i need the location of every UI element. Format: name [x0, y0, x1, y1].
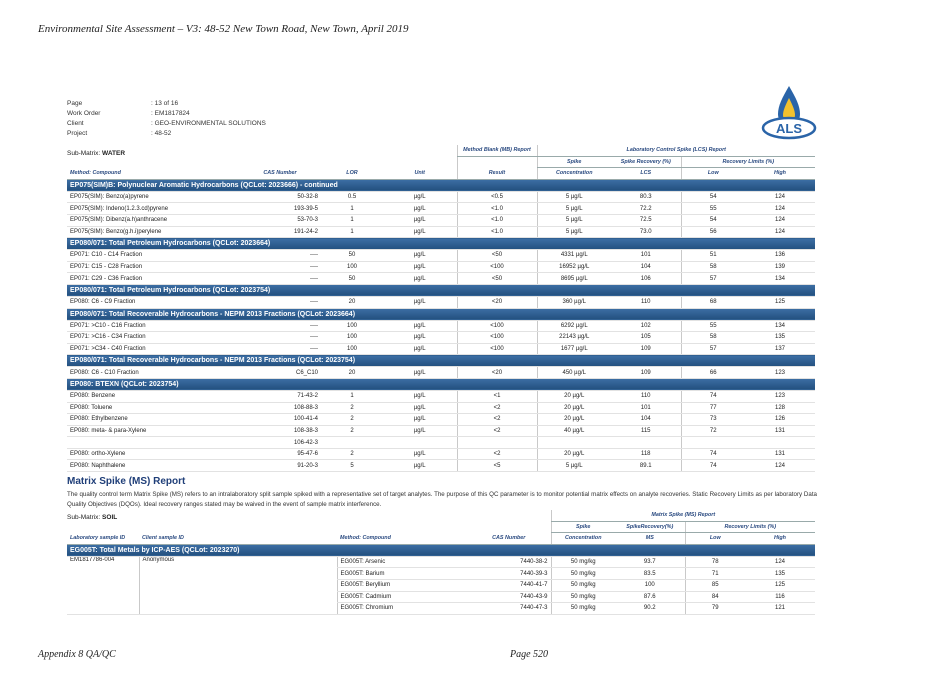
cell-concentration: 5 µg/L: [537, 191, 611, 203]
group-title: EP080/071: Total Recoverable Hydrocarbons - NEPM 2013 Fractions (QCLot: 2023664): [67, 308, 815, 320]
cell-cas-number: ----: [239, 250, 321, 262]
cell-concentration: 450 µg/L: [537, 367, 611, 379]
cell-low: 84: [685, 591, 745, 603]
cell-result: [457, 437, 537, 449]
cell-lor: 0.5: [321, 191, 383, 203]
ms-table: [67, 510, 815, 615]
cell-ms: 93.7: [615, 556, 685, 568]
cell-low: 71: [685, 568, 745, 580]
cell-result: <100: [457, 343, 537, 355]
cell-low: 55: [681, 203, 745, 215]
cell-result: <20: [457, 367, 537, 379]
cell-high: 135: [745, 332, 815, 344]
cell-unit: µg/L: [383, 414, 457, 426]
cell-concentration: 1677 µg/L: [537, 343, 611, 355]
cell-lor: 100: [321, 320, 383, 332]
cell-ms: 83.5: [615, 568, 685, 580]
cell-compound: EP075(SIM): Benzo(g.h.i)perylene: [67, 226, 239, 238]
ms-description: The quality control term Matrix Spike (MS) refers to an intralaboratory split sample spiked with a representative set of target analytes. The purpose of this QC parameter is to monitor potential matrix effects on analyte recoveries. Static Recovery Limits as per laboratory Data Quality Objectives (DQOs). Ideal recovery ranges stated may be waived in the event of sample matrix interference.: [67, 491, 817, 508]
group-title: EP080/071: Total Petroleum Hydrocarbons (QCLot: 2023664): [67, 238, 815, 250]
cell-cas-number: 191-24-2: [239, 226, 321, 238]
col-lor: LOR: [321, 168, 383, 180]
cell-lor: 100: [321, 332, 383, 344]
group-row: [67, 179, 815, 191]
cell-lcs: 73.0: [611, 226, 681, 238]
cell-unit: µg/L: [383, 460, 457, 472]
cell-high: 124: [745, 203, 815, 215]
lcs-column-header-row: [67, 168, 815, 180]
cell-result: <50: [457, 250, 537, 262]
cell-concentration: 5 µg/L: [537, 214, 611, 226]
cell-compound: EP075(SIM): Dibenz(a.h)anthracene: [67, 214, 239, 226]
cell-concentration: 22143 µg/L: [537, 332, 611, 344]
cell-compound: EP080: Toluene: [67, 402, 239, 414]
col-method-compound: Method: Compound: [67, 168, 239, 180]
cell-result: <2: [457, 402, 537, 414]
col-high: High: [745, 533, 815, 545]
ms-title: Matrix Spike (MS) Report: [67, 476, 186, 487]
cell-lor: 2: [321, 402, 383, 414]
cell-high: 125: [745, 296, 815, 308]
cell-concentration: [537, 437, 611, 449]
cell-high: 116: [745, 591, 815, 603]
cell-concentration: 50 mg/kg: [551, 579, 615, 591]
col-concentration: Concentration: [537, 168, 611, 180]
cell-high: 124: [745, 191, 815, 203]
cell-low: 57: [681, 343, 745, 355]
logo-text: ALS: [776, 121, 802, 136]
cell-cas-number: 50-32-8: [239, 191, 321, 203]
table-row: [67, 296, 815, 308]
ms-group-row: [67, 544, 815, 556]
cell-low: 68: [681, 296, 745, 308]
cell-concentration: 4331 µg/L: [537, 250, 611, 262]
cell-result: <100: [457, 261, 537, 273]
ms-column-header-row: [67, 533, 815, 545]
col-cas-number: CAS Number: [239, 168, 321, 180]
cell-cas-number: 71-43-2: [239, 390, 321, 402]
meta-value: : 13 of 16: [151, 100, 179, 107]
cell-concentration: 16952 µg/L: [537, 261, 611, 273]
cell-cas-number: 193-39-5: [239, 203, 321, 215]
table-row: [67, 226, 815, 238]
group-row: [67, 238, 815, 250]
cell-low: 85: [685, 579, 745, 591]
table-row: [67, 448, 815, 460]
col-ms: MS: [615, 533, 685, 545]
cell-unit: µg/L: [383, 343, 457, 355]
cell-lor: 2: [321, 448, 383, 460]
cell-unit: µg/L: [383, 226, 457, 238]
cell-lor: 2: [321, 425, 383, 437]
cell-lor: 1: [321, 226, 383, 238]
cell-lcs: 72.2: [611, 203, 681, 215]
ms-super-header: Matrix Spike (MS) Report: [551, 510, 815, 521]
cell-concentration: 5 µg/L: [537, 226, 611, 238]
cell-cas-number: ----: [239, 343, 321, 355]
cell-unit: µg/L: [383, 296, 457, 308]
cell-lor: 1: [321, 203, 383, 215]
sub-matrix-value: SOIL: [102, 514, 118, 521]
col-client-sample-id: Client sample ID: [139, 533, 337, 545]
cell-lcs: 89.1: [611, 460, 681, 472]
cell-result: <20: [457, 296, 537, 308]
cell-cas-number: 53-70-3: [239, 214, 321, 226]
group-title: EG005T: Total Metals by ICP-AES (QCLot: 2023270): [67, 544, 815, 556]
cell-high: 124: [745, 556, 815, 568]
cell-low: 78: [685, 556, 745, 568]
cell-high: 134: [745, 273, 815, 285]
cell-result: <1.0: [457, 203, 537, 215]
cell-concentration: 50 mg/kg: [551, 591, 615, 603]
col-lcs: LCS: [611, 168, 681, 180]
cell-unit: [383, 437, 457, 449]
cell-cas-number: 108-88-3: [239, 402, 321, 414]
sub-matrix-label: Sub-Matrix:: [67, 150, 103, 157]
table-row: [67, 250, 815, 262]
cell-concentration: 5 µg/L: [537, 203, 611, 215]
cell-compound: EP080: Benzene: [67, 390, 239, 402]
col-unit: Unit: [383, 168, 457, 180]
cell-lcs: 109: [611, 367, 681, 379]
cell-ms: 100: [615, 579, 685, 591]
col-high: High: [745, 168, 815, 180]
cell-concentration: 360 µg/L: [537, 296, 611, 308]
cell-high: 139: [745, 261, 815, 273]
cell-lor: 1: [321, 390, 383, 402]
cell-lab-sample-id: EM1817786-004: [67, 556, 139, 614]
group-title: EP080/071: Total Recoverable Hydrocarbons - NEPM 2013 Fractions (QCLot: 2023754): [67, 355, 815, 367]
cell-cas-number: 7440-47-3: [467, 603, 551, 615]
cell-cas-number: 7440-43-9: [467, 591, 551, 603]
cell-cas-number: 7440-39-3: [467, 568, 551, 580]
cell-unit: µg/L: [383, 425, 457, 437]
cell-concentration: 6292 µg/L: [537, 320, 611, 332]
meta-page: [67, 99, 266, 109]
group-row: [67, 308, 815, 320]
meta-client: [67, 119, 266, 129]
cell-client-sample-id: Anonymous: [139, 556, 337, 614]
cell-low: 79: [685, 603, 745, 615]
cell-compound: EG005T: Cadmium: [337, 591, 467, 603]
cell-cas-number: ----: [239, 296, 321, 308]
cell-concentration: 20 µg/L: [537, 402, 611, 414]
cell-low: 74: [681, 390, 745, 402]
cell-lcs: 110: [611, 296, 681, 308]
group-title: EP080: BTEXN (QCLot: 2023754): [67, 378, 815, 390]
cell-compound: EP080: Naphthalene: [67, 460, 239, 472]
cell-high: 124: [745, 460, 815, 472]
cell-compound: EP080: Ethylbenzene: [67, 414, 239, 426]
cell-unit: µg/L: [383, 390, 457, 402]
cell-compound: EP075(SIM): Benzo(a)pyrene: [67, 191, 239, 203]
sub-matrix-label: Sub-Matrix:: [67, 514, 103, 521]
cell-cas-number: 95-47-6: [239, 448, 321, 460]
table-row: [67, 437, 815, 449]
recovery-limits-header: Recovery Limits (%): [681, 156, 815, 168]
cell-low: 66: [681, 367, 745, 379]
cell-unit: µg/L: [383, 332, 457, 344]
cell-lor: 100: [321, 343, 383, 355]
cell-high: 124: [745, 226, 815, 238]
cell-compound: EP075(SIM): Indeno(1.2.3.cd)pyrene: [67, 203, 239, 215]
cell-unit: µg/L: [383, 250, 457, 262]
cell-low: [681, 437, 745, 449]
cell-unit: µg/L: [383, 214, 457, 226]
ms-spike-header: Spike: [551, 521, 615, 533]
col-result: Result: [457, 168, 537, 180]
cell-low: 74: [681, 460, 745, 472]
cell-result: <100: [457, 332, 537, 344]
cell-result: <2: [457, 425, 537, 437]
report-meta: [67, 99, 266, 139]
cell-compound: EP080: C6 - C9 Fraction: [67, 296, 239, 308]
group-row: [67, 378, 815, 390]
cell-lcs: 115: [611, 425, 681, 437]
cell-high: 123: [745, 367, 815, 379]
cell-cas-number: 106-42-3: [239, 437, 321, 449]
footer-page-number: Page 520: [510, 649, 549, 660]
table-row: [67, 425, 815, 437]
cell-lcs: 106: [611, 273, 681, 285]
cell-lcs: 109: [611, 343, 681, 355]
table-row: [67, 273, 815, 285]
cell-high: 131: [745, 425, 815, 437]
cell-lor: 5: [321, 460, 383, 472]
sub-matrix-value: WATER: [102, 150, 126, 157]
cell-result: <1: [457, 390, 537, 402]
meta-value: : 48-52: [151, 130, 172, 137]
cell-result: <2: [457, 414, 537, 426]
cell-lor: 20: [321, 367, 383, 379]
cell-high: 131: [745, 448, 815, 460]
table-row: [67, 390, 815, 402]
cell-compound: EP071: >C10 - C16 Fraction: [67, 320, 239, 332]
cell-high: 121: [745, 603, 815, 615]
col-lab-sample-id: Laboratory sample ID: [67, 533, 139, 545]
meta-work-order: [67, 109, 266, 119]
cell-high: 126: [745, 414, 815, 426]
running-header: Environmental Site Assessment – V3: 48-52 New Town Road, New Town, April 2019: [38, 23, 409, 35]
cell-lcs: 101: [611, 402, 681, 414]
col-cas-number: CAS Number: [467, 533, 551, 545]
cell-concentration: 50 mg/kg: [551, 603, 615, 615]
group-row: [67, 284, 815, 296]
table-row: [67, 414, 815, 426]
meta-key: Page: [67, 100, 83, 107]
cell-compound: [67, 437, 239, 449]
cell-lcs: 118: [611, 448, 681, 460]
cell-unit: µg/L: [383, 203, 457, 215]
cell-cas-number: ----: [239, 261, 321, 273]
meta-value: : GEO-ENVIRONMENTAL SOLUTIONS: [151, 120, 266, 127]
cell-unit: µg/L: [383, 320, 457, 332]
cell-lcs: 104: [611, 414, 681, 426]
cell-concentration: 40 µg/L: [537, 425, 611, 437]
table-row: [67, 556, 815, 568]
ms-body: [67, 556, 815, 614]
mb-header: Method Blank (MB) Report: [457, 145, 537, 156]
ms-mid-header-row: [67, 521, 815, 533]
cell-lor: 2: [321, 414, 383, 426]
cell-lor: 100: [321, 261, 383, 273]
group-row: [67, 355, 815, 367]
cell-low: 56: [681, 226, 745, 238]
cell-compound: EP071: C15 - C28 Fraction: [67, 261, 239, 273]
cell-cas-number: 91-20-3: [239, 460, 321, 472]
cell-unit: µg/L: [383, 448, 457, 460]
col-method-compound: Method: Compound: [337, 533, 467, 545]
spike-recovery-header: Spike Recovery (%): [611, 156, 681, 168]
group-title: EP080/071: Total Petroleum Hydrocarbons (QCLot: 2023754): [67, 284, 815, 296]
cell-lcs: [611, 437, 681, 449]
spike-header: Spike: [537, 156, 611, 168]
cell-result: <50: [457, 273, 537, 285]
als-logo: [760, 84, 818, 140]
table-row: [67, 367, 815, 379]
cell-unit: µg/L: [383, 191, 457, 203]
table-row: [67, 460, 815, 472]
cell-low: 58: [681, 261, 745, 273]
cell-unit: µg/L: [383, 367, 457, 379]
col-low: Low: [685, 533, 745, 545]
table-row: [67, 214, 815, 226]
cell-lcs: 110: [611, 390, 681, 402]
meta-value: : EM1817824: [151, 110, 190, 117]
cell-result: <1.0: [457, 214, 537, 226]
cell-lor: 50: [321, 250, 383, 262]
cell-cas-number: C6_C10: [239, 367, 321, 379]
cell-concentration: 50 mg/kg: [551, 568, 615, 580]
cell-high: [745, 437, 815, 449]
cell-lcs: 101: [611, 250, 681, 262]
cell-high: 136: [745, 250, 815, 262]
table-row: [67, 191, 815, 203]
cell-ms: 87.6: [615, 591, 685, 603]
cell-compound: EP080: meta- & para-Xylene: [67, 425, 239, 437]
cell-low: 54: [681, 191, 745, 203]
cell-unit: µg/L: [383, 261, 457, 273]
cell-lcs: 104: [611, 261, 681, 273]
cell-high: 135: [745, 568, 815, 580]
cell-result: <0.5: [457, 191, 537, 203]
cell-low: 54: [681, 214, 745, 226]
cell-lcs: 72.5: [611, 214, 681, 226]
cell-lor: 20: [321, 296, 383, 308]
cell-ms: 90.2: [615, 603, 685, 615]
cell-lor: 1: [321, 214, 383, 226]
ms-recovery-limits-header: Recovery Limits (%): [685, 521, 815, 533]
table-row: [67, 343, 815, 355]
cell-compound: EP071: C10 - C14 Fraction: [67, 250, 239, 262]
cell-concentration: 5 µg/L: [537, 460, 611, 472]
ms-super-header-row: [67, 510, 815, 521]
table-row: [67, 402, 815, 414]
table-row: [67, 332, 815, 344]
cell-cas-number: ----: [239, 273, 321, 285]
group-title: EP075(SIM)B: Polynuclear Aromatic Hydrocarbons (QCLot: 2023666) - continued: [67, 179, 815, 191]
lcs-body: [67, 179, 815, 471]
cell-compound: EP071: >C34 - C40 Fraction: [67, 343, 239, 355]
cell-concentration: 20 µg/L: [537, 390, 611, 402]
cell-cas-number: 7440-38-2: [467, 556, 551, 568]
cell-result: <100: [457, 320, 537, 332]
cell-concentration: 50 mg/kg: [551, 556, 615, 568]
cell-compound: EG005T: Chromium: [337, 603, 467, 615]
cell-cas-number: ----: [239, 332, 321, 344]
cell-low: 51: [681, 250, 745, 262]
cell-concentration: 20 µg/L: [537, 414, 611, 426]
cell-cas-number: 108-38-3: [239, 425, 321, 437]
meta-key: Client: [67, 120, 84, 127]
footer-appendix: Appendix 8 QA/QC: [38, 649, 116, 660]
cell-compound: EG005T: Barium: [337, 568, 467, 580]
meta-key: Project: [67, 130, 88, 137]
table-row: [67, 261, 815, 273]
cell-compound: EP080: ortho-Xylene: [67, 448, 239, 460]
cell-compound: EP071: >C16 - C34 Fraction: [67, 332, 239, 344]
lcs-table: [67, 145, 815, 472]
cell-lcs: 105: [611, 332, 681, 344]
cell-low: 55: [681, 320, 745, 332]
cell-cas-number: ----: [239, 320, 321, 332]
cell-result: <5: [457, 460, 537, 472]
cell-high: 137: [745, 343, 815, 355]
cell-low: 73: [681, 414, 745, 426]
meta-project: [67, 129, 266, 139]
table-row: [67, 203, 815, 215]
cell-compound: EG005T: Arsenic: [337, 556, 467, 568]
cell-compound: EP080: C6 - C10 Fraction: [67, 367, 239, 379]
cell-high: 128: [745, 402, 815, 414]
cell-low: 58: [681, 332, 745, 344]
cell-cas-number: 100-41-4: [239, 414, 321, 426]
cell-unit: µg/L: [383, 402, 457, 414]
cell-compound: EG005T: Beryllium: [337, 579, 467, 591]
meta-key: Work Order: [67, 110, 101, 117]
col-concentration: Concentration: [551, 533, 615, 545]
lcs-mid-header-row: [67, 156, 815, 168]
lcs-header: Laboratory Control Spike (LCS) Report: [537, 145, 815, 156]
cell-high: 124: [745, 214, 815, 226]
cell-lcs: 80.3: [611, 191, 681, 203]
cell-lor: [321, 437, 383, 449]
col-low: Low: [681, 168, 745, 180]
cell-compound: EP071: C29 - C36 Fraction: [67, 273, 239, 285]
cell-concentration: 8695 µg/L: [537, 273, 611, 285]
cell-lcs: 102: [611, 320, 681, 332]
table-row: [67, 320, 815, 332]
cell-lor: 50: [321, 273, 383, 285]
cell-high: 134: [745, 320, 815, 332]
cell-concentration: 20 µg/L: [537, 448, 611, 460]
cell-low: 57: [681, 273, 745, 285]
cell-high: 125: [745, 579, 815, 591]
cell-low: 72: [681, 425, 745, 437]
cell-low: 77: [681, 402, 745, 414]
lcs-super-header-row: [67, 145, 815, 156]
cell-cas-number: 7440-41-7: [467, 579, 551, 591]
cell-high: 123: [745, 390, 815, 402]
cell-low: 74: [681, 448, 745, 460]
cell-result: <2: [457, 448, 537, 460]
cell-result: <1.0: [457, 226, 537, 238]
cell-unit: µg/L: [383, 273, 457, 285]
ms-spike-recovery-header: SpikeRecovery(%): [615, 521, 685, 533]
